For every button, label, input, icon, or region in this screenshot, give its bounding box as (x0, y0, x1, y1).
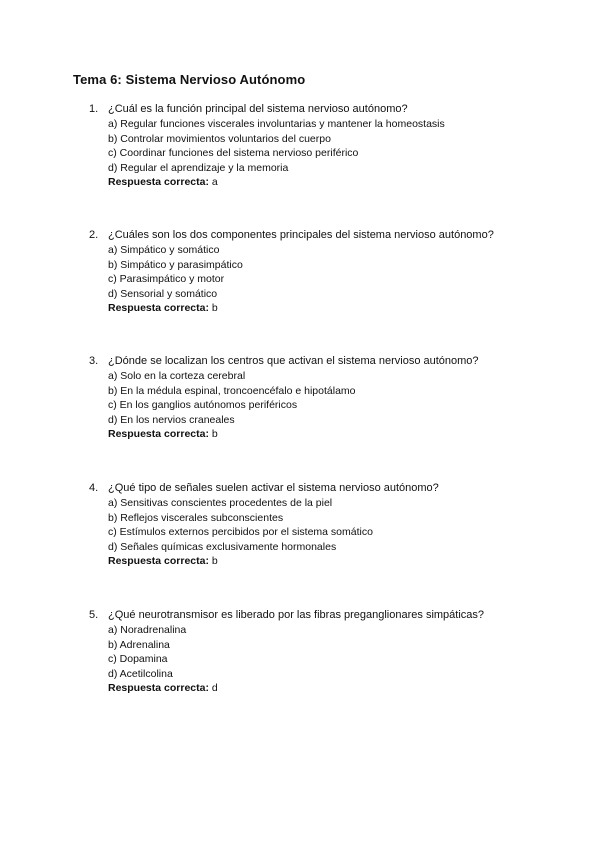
page-title: Tema 6: Sistema Nervioso Autónomo (73, 72, 306, 87)
correct-answer (108, 301, 243, 316)
answer-label: Respuesta correcta: (108, 682, 209, 695)
question-number: 5. (89, 609, 99, 621)
option-a: a) Noradrenalina (108, 624, 187, 636)
answer-value: b (211, 555, 218, 568)
question-number: 1. (89, 103, 99, 115)
option-c: c) Parasimpático y motor (108, 273, 225, 286)
option-c: c) Coordinar funciones del sistema nervioso periférico (108, 147, 359, 160)
options-list (108, 117, 445, 190)
option-b: b) Reflejos viscerales subconscientes (108, 511, 284, 524)
options-list (108, 496, 373, 569)
options-list (108, 369, 356, 442)
option-d: d) Acetilcolina (108, 667, 173, 680)
answer-label: Respuesta correcta: (108, 176, 209, 189)
option-d: d) Señales químicas exclusivamente hormonales (108, 540, 337, 553)
correct-answer (108, 681, 218, 696)
option-b: b) Adrenalina (108, 638, 170, 651)
option-d: d) Regular el aprendizaje y la memoria (108, 161, 289, 174)
answer-value: b (211, 302, 218, 315)
answer-label: Respuesta correcta: (108, 555, 209, 568)
correct-answer (108, 427, 356, 442)
option-a: a) Solo en la corteza cerebral (108, 370, 246, 382)
option-b: b) En la médula espinal, troncoencéfalo e hipotálamo (108, 384, 356, 397)
answer-label: Respuesta correcta: (108, 428, 209, 441)
question-number: 2. (89, 229, 99, 241)
option-a: a) Regular funciones viscerales involuntarias y mantener la homeostasis (108, 118, 445, 130)
option-c: c) Estímulos externos percibidos por el sistema somático (108, 526, 373, 539)
question-number: 3. (89, 355, 99, 367)
question-text: ¿Cuál es la función principal del sistema nervioso autónomo? (108, 103, 408, 115)
option-a: a) Sensitivas conscientes procedentes de la piel (108, 497, 333, 509)
question-text: ¿Cuáles son los dos componentes principales del sistema nervioso autónomo? (108, 229, 494, 241)
options-list (108, 243, 243, 316)
option-c: c) En los ganglios autónomos periféricos (108, 399, 298, 412)
option-c: c) Dopamina (108, 653, 168, 666)
correct-answer (108, 175, 445, 190)
question-text: ¿Qué tipo de señales suelen activar el sistema nervioso autónomo? (108, 482, 439, 494)
answer-value: b (211, 428, 218, 441)
option-b: b) Controlar movimientos voluntarios del cuerpo (108, 132, 331, 145)
option-b: b) Simpático y parasimpático (108, 258, 243, 271)
correct-answer (108, 554, 373, 569)
answer-value: d (211, 682, 218, 695)
question-text: ¿Qué neurotransmisor es liberado por las fibras preganglionares simpáticas? (108, 609, 485, 621)
question-number: 4. (89, 482, 99, 494)
options-list (108, 623, 218, 696)
option-a: a) Simpático y somático (108, 244, 220, 256)
answer-label: Respuesta correcta: (108, 302, 209, 315)
option-d: d) Sensorial y somático (108, 287, 218, 300)
question-text: ¿Dónde se localizan los centros que activan el sistema nervioso autónomo? (108, 355, 479, 367)
option-d: d) En los nervios craneales (108, 413, 235, 426)
answer-value: a (211, 176, 218, 189)
